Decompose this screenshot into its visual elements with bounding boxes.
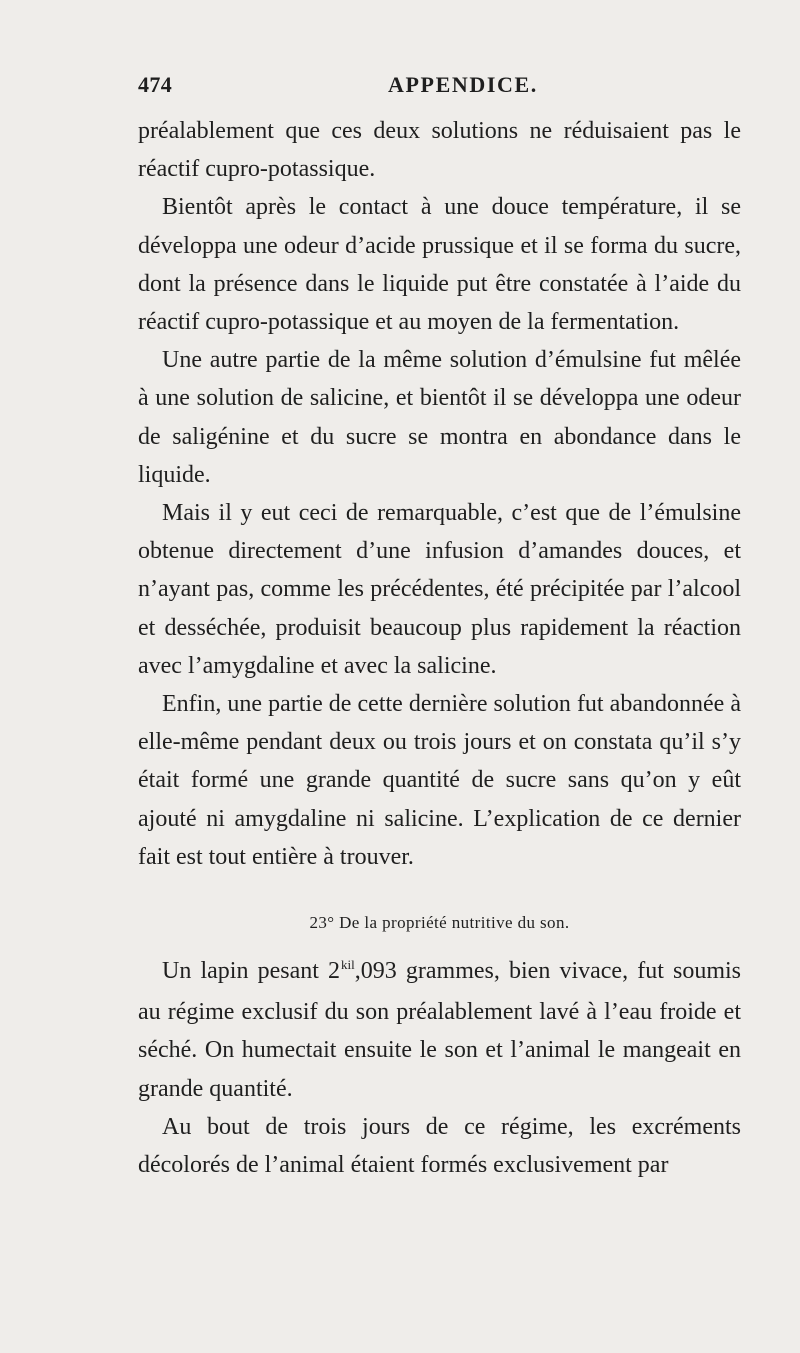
running-head <box>138 72 738 102</box>
paragraph-emulsine: Mais il y eut ceci de remarquable, c’est que de l’émulsine obtenue directement d’une infusion d’amandes douces, et n’ayant pas, comme les précédentes, été précipitée par l’alcool et desséchée, produisit beaucoup plus rapidement la réaction avec l’amygdaline et avec la salicine. <box>138 500 741 679</box>
paragraph-continuation: préalablement que ces deux solutions ne réduisaient pas le réactif cupro-potassique. <box>138 118 741 183</box>
section-heading: 23° De la propriété nutritive du son. <box>309 913 570 933</box>
paragraph-prussic-acid: Bientôt après le contact à une douce température, il se développa une odeur d’acide prussique et il se forma du sucre, dont la présence dans le liquide put être constatée à l’aide du réactif cupro-potassique et au moyen de la fermentation. <box>138 194 741 336</box>
paragraph-excrements: Au bout de trois jours de ce régime, les excréments décolorés de l’animal étaient formés exclusivement par <box>138 1113 741 1179</box>
paragraph-explanation: Enfin, une partie de cette dernière solution fut abandonnée à elle-même pendant deux ou trois jours et on constata qu’il s’y était formé une grande quantité de sucre sans qu’on y eût ajouté ni amygdaline ni salicine. L’explication de ce dernier fait est tout entière à trouver. <box>138 691 741 870</box>
rabbit-weight-text-after: ,093 grammes, bien vivace, fut soumis au régime exclusif du son préalablement lavé à l’eau froide et séché. On humectait ensuite le son et l’animal le mangeait en grande quantité. <box>138 958 742 1102</box>
running-title: APPENDICE. <box>388 72 538 97</box>
page-number: 474 <box>138 72 173 97</box>
rabbit-weight-text-before: Un lapin pesant 2 <box>162 958 341 985</box>
paragraph-rabbit <box>138 952 741 1108</box>
paragraph-salicine: Une autre partie de la même solution d’émulsine fut mêlée à une solution de salicine, et bientôt il se développa une odeur de saligénine et du sucre se montra en abondance dans le liquide. <box>138 347 741 488</box>
weight-unit-superscript: kil <box>341 957 355 973</box>
body-text <box>138 112 741 1184</box>
